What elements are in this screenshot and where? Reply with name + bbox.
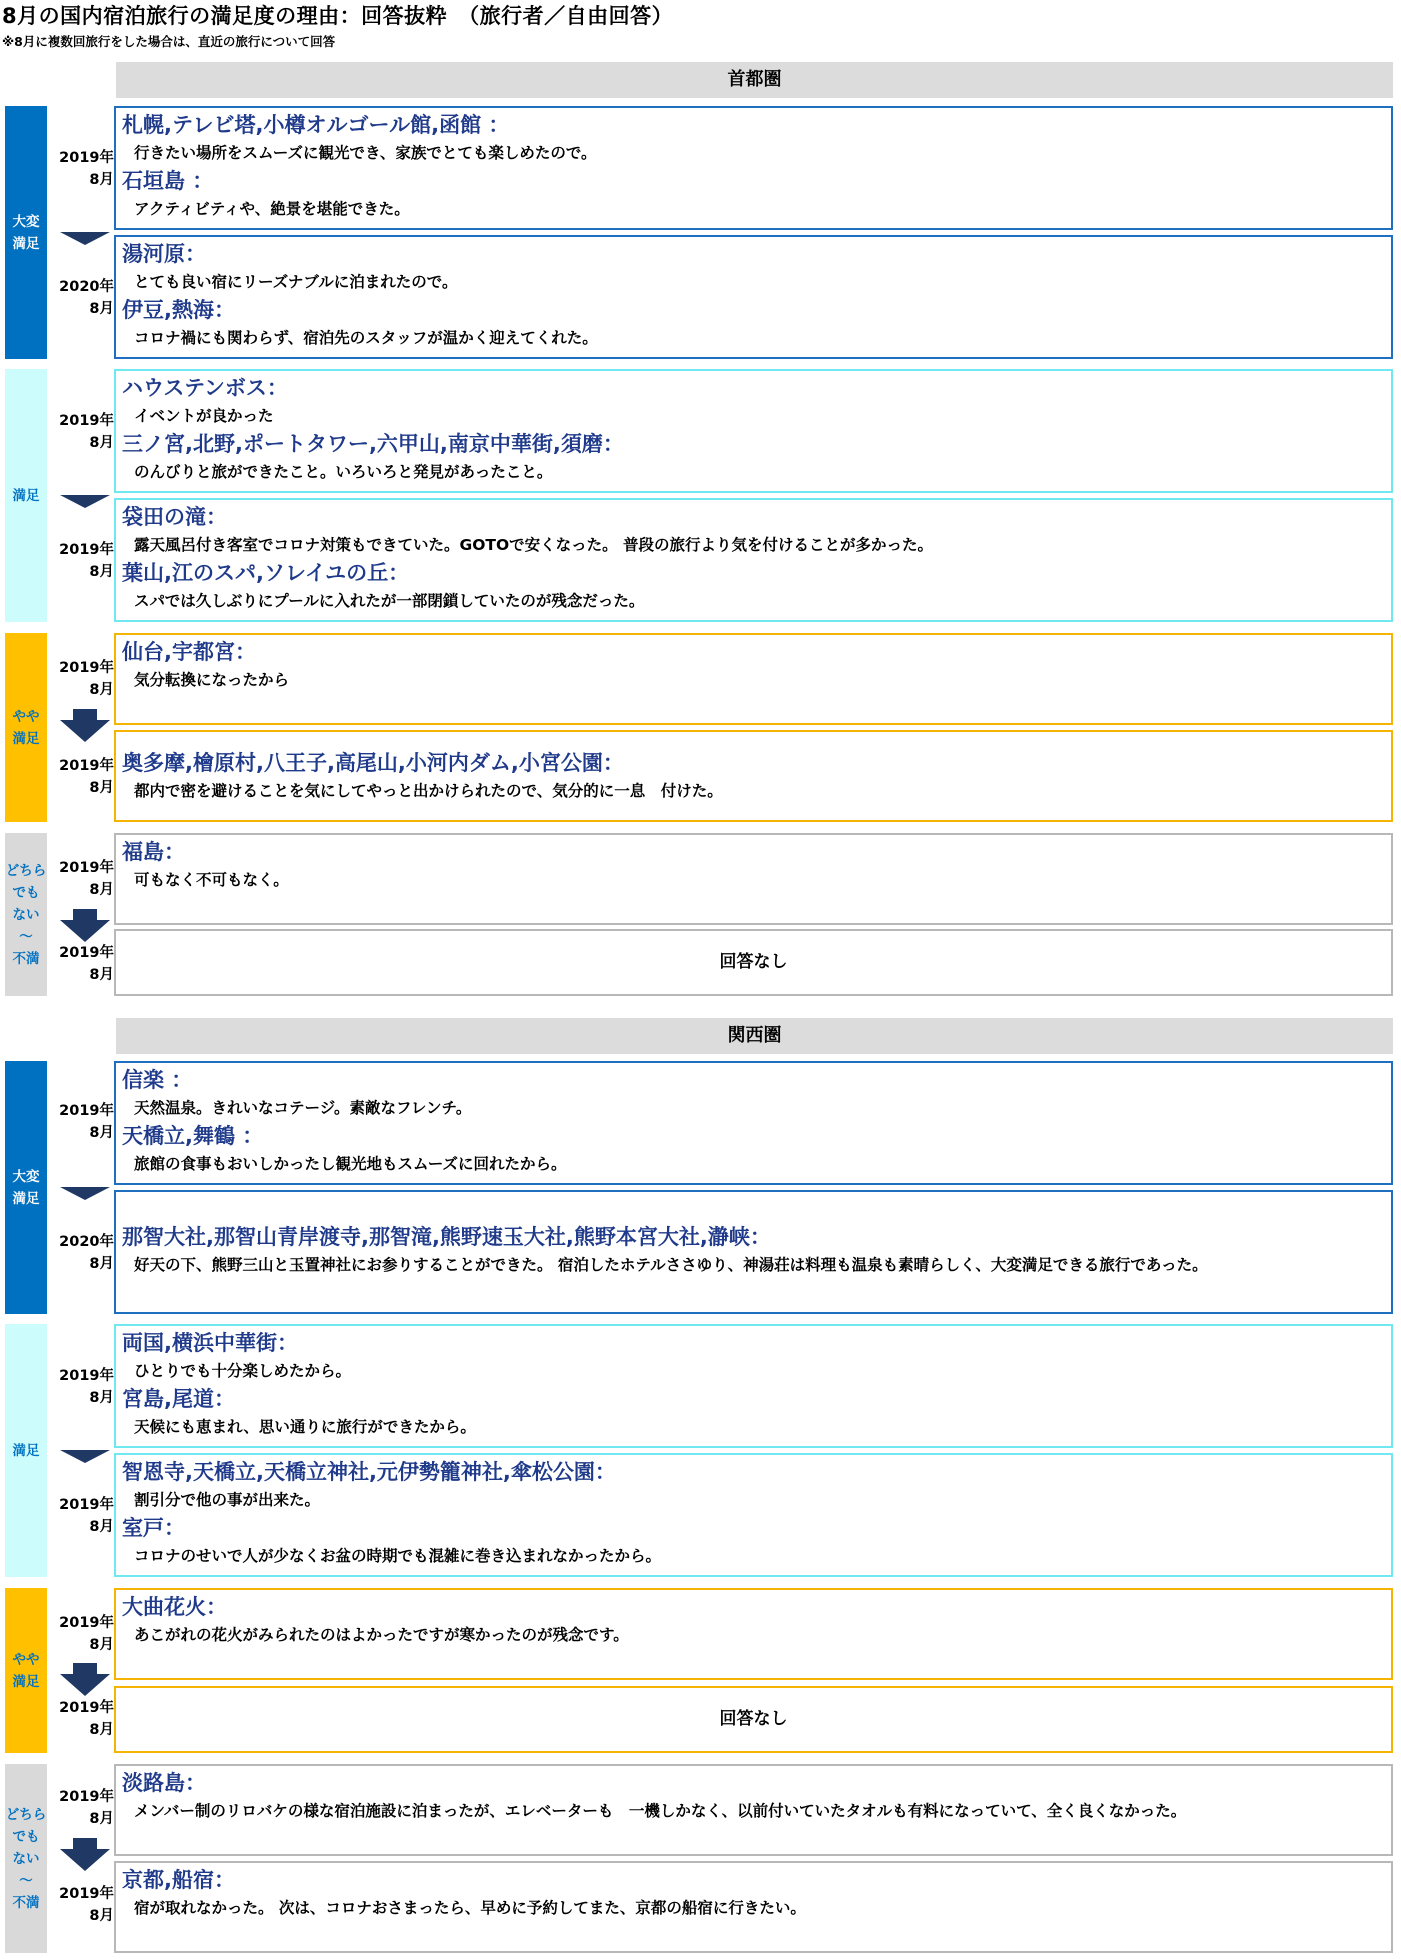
down-arrow-icon bbox=[60, 1187, 110, 1200]
reason-text: メンバー制のリロバケの様な宿泊施設に泊まったが、エレベーターも 一機しかなく、以前付いていたタオルも有料になっていて、全く良くなかった。 bbox=[134, 1802, 1187, 1820]
date-label bbox=[50, 147, 114, 191]
date-year: 2020年 bbox=[59, 279, 114, 295]
level-label-somewhat bbox=[5, 1588, 47, 1753]
place-names: 袋田の滝： bbox=[122, 505, 227, 529]
place-names: 大曲花火： bbox=[122, 1595, 227, 1619]
level-label-neutral-line5: 不満 bbox=[12, 1894, 40, 1911]
date-label bbox=[50, 1494, 114, 1538]
place-names: 葉山,江のスパ,ソレイユの丘： bbox=[122, 561, 410, 585]
level-label-great bbox=[5, 106, 47, 359]
date-label bbox=[50, 1231, 114, 1275]
level-label-satisfied: 満足 bbox=[5, 369, 47, 622]
response-box bbox=[114, 929, 1393, 996]
reason-text: スパでは久しぶりにプールに入れたが一部閉鎖していたのが残念だった。 bbox=[134, 592, 645, 610]
response-box bbox=[114, 1588, 1393, 1680]
reason-text: 気分転換になったから bbox=[134, 671, 290, 689]
date-year: 2019年 bbox=[59, 1103, 114, 1119]
date-year: 2019年 bbox=[59, 660, 114, 676]
date-month: 8月 bbox=[89, 1811, 114, 1827]
date-label bbox=[50, 755, 114, 799]
date-month: 8月 bbox=[89, 1125, 114, 1141]
no-answer-text: 回答なし bbox=[719, 1709, 788, 1729]
date-month: 8月 bbox=[89, 967, 114, 983]
place-names: 奥多摩,檜原村,八王子,高尾山,小河内ダム,小宮公園： bbox=[122, 751, 624, 775]
response-box bbox=[114, 1061, 1393, 1185]
date-month: 8月 bbox=[89, 1519, 114, 1535]
reason-text: 行きたい場所をスムーズに観光でき、家族でとても楽しめたので。 bbox=[134, 144, 597, 162]
response-box bbox=[114, 633, 1393, 725]
response-box bbox=[114, 1190, 1393, 1314]
place-names: 那智大社,那智山青岸渡寺,那智滝,熊野速玉大社,熊野本宮大社,瀞峡： bbox=[122, 1225, 771, 1249]
date-month: 8月 bbox=[89, 172, 114, 188]
level-label-neutral-line2: でも bbox=[12, 884, 40, 901]
level-label-somewhat-line1: やや bbox=[12, 708, 40, 725]
date-year: 2019年 bbox=[59, 1615, 114, 1631]
region-header-kansai: 関西圏 bbox=[116, 1018, 1393, 1054]
place-names: 天橋立,舞鶴 ： bbox=[122, 1124, 264, 1148]
level-label-great-line2: 満足 bbox=[12, 1190, 40, 1207]
date-label bbox=[50, 1697, 114, 1741]
reason-text: 割引分で他の事が出来た。 bbox=[134, 1491, 321, 1509]
date-month: 8月 bbox=[89, 301, 114, 317]
date-month: 8月 bbox=[89, 435, 114, 451]
place-names: 智恩寺,天橋立,天橋立神社,元伊勢籠神社,傘松公園： bbox=[122, 1460, 616, 1484]
place-names: 室戸： bbox=[122, 1516, 185, 1540]
place-names: 石垣島 ： bbox=[122, 169, 214, 193]
place-names: 仙台,宇都宮： bbox=[122, 640, 256, 664]
down-arrow-icon bbox=[60, 495, 110, 508]
level-label-great-line1: 大変 bbox=[12, 1168, 40, 1185]
place-names: 信楽 ： bbox=[122, 1068, 193, 1092]
date-month: 8月 bbox=[89, 564, 114, 580]
response-box bbox=[114, 1764, 1393, 1856]
reason-text: あこがれの花火がみられたのはよかったですが寒かったのが残念です。 bbox=[134, 1626, 629, 1644]
date-year: 2019年 bbox=[59, 542, 114, 558]
date-month: 8月 bbox=[89, 1256, 114, 1272]
reason-text: アクティビティや、絶景を堪能できた。 bbox=[134, 200, 410, 218]
response-box bbox=[114, 1861, 1393, 1953]
reason-text: ひとりでも十分楽しめたから。 bbox=[134, 1362, 352, 1380]
place-names: 京都,船宿： bbox=[122, 1868, 235, 1892]
level-label-neutral-line5: 不満 bbox=[12, 950, 40, 967]
reason-text: 宿が取れなかった。 次は、コロナおさまったら、早めに予約してまた、京都の船宿に行きたい。 bbox=[134, 1899, 806, 1917]
date-month: 8月 bbox=[89, 882, 114, 898]
level-label-satisfied: 満足 bbox=[5, 1324, 47, 1577]
level-label-neutral-line3: ない bbox=[12, 1850, 40, 1867]
level-label-neutral-line1: どちら bbox=[5, 1806, 47, 1823]
response-box bbox=[114, 369, 1393, 493]
down-arrow-icon bbox=[60, 920, 110, 942]
date-label bbox=[50, 1786, 114, 1830]
response-box bbox=[114, 833, 1393, 925]
date-month: 8月 bbox=[89, 1637, 114, 1653]
place-names: 湯河原： bbox=[122, 242, 206, 266]
response-box bbox=[114, 235, 1393, 359]
reason-text: コロナのせいで人が少なくお盆の時期でも混雑に巻き込まれなかったから。 bbox=[134, 1547, 662, 1565]
down-arrow-icon bbox=[60, 1849, 110, 1871]
response-box bbox=[114, 1686, 1393, 1753]
date-year: 2019年 bbox=[59, 1886, 114, 1902]
reason-text: 好天の下、熊野三山と玉置神社にお参りすることができた。 宿泊したホテルささゆり、神湯荘は料理も温泉も素晴らしく、大変満足できる旅行であった。 bbox=[134, 1256, 1208, 1274]
date-label bbox=[50, 942, 114, 986]
down-arrow-icon bbox=[60, 232, 110, 245]
place-names: 宮島,尾道： bbox=[122, 1387, 235, 1411]
place-names: ハウステンボス： bbox=[122, 376, 288, 400]
date-month: 8月 bbox=[89, 1722, 114, 1738]
no-answer-text: 回答なし bbox=[719, 952, 788, 972]
date-year: 2019年 bbox=[59, 1789, 114, 1805]
level-label-great bbox=[5, 1061, 47, 1314]
page-title: 8月の国内宿泊旅行の満足度の理由：回答抜粋 （旅行者／自由回答） bbox=[2, 4, 674, 28]
date-year: 2019年 bbox=[59, 860, 114, 876]
level-label-neutral-line1: どちら bbox=[5, 862, 47, 879]
level-label-somewhat-line2: 満足 bbox=[12, 730, 40, 747]
response-box bbox=[114, 730, 1393, 822]
date-month: 8月 bbox=[89, 682, 114, 698]
date-label bbox=[50, 276, 114, 320]
date-month: 8月 bbox=[89, 1390, 114, 1406]
down-arrow-icon bbox=[60, 1450, 110, 1463]
date-label bbox=[50, 539, 114, 583]
date-year: 2020年 bbox=[59, 1234, 114, 1250]
level-label-neutral bbox=[5, 833, 47, 996]
level-label-great-line2: 満足 bbox=[12, 235, 40, 252]
date-label bbox=[50, 657, 114, 701]
level-label-neutral-line4: ～ bbox=[19, 1872, 33, 1889]
date-year: 2019年 bbox=[59, 413, 114, 429]
date-label bbox=[50, 410, 114, 454]
level-label-neutral-line2: でも bbox=[12, 1828, 40, 1845]
level-label-great-line1: 大変 bbox=[12, 213, 40, 230]
reason-text: とても良い宿にリーズナブルに泊まれたので。 bbox=[134, 273, 458, 291]
level-label-somewhat-line2: 満足 bbox=[12, 1673, 40, 1690]
down-arrow-icon bbox=[60, 720, 110, 742]
level-label-neutral-line4: ～ bbox=[19, 928, 33, 945]
date-year: 2019年 bbox=[59, 1368, 114, 1384]
place-names: 福島： bbox=[122, 840, 185, 864]
reason-text: 都内で密を避けることを気にしてやっと出かけられたので、気分的に一息 付けた。 bbox=[134, 782, 723, 800]
date-year: 2019年 bbox=[59, 1497, 114, 1513]
region-header-shutoken: 首都圏 bbox=[116, 62, 1393, 98]
level-label-neutral bbox=[5, 1764, 47, 1953]
place-names: 両国,横浜中華街： bbox=[122, 1331, 298, 1355]
date-month: 8月 bbox=[89, 1908, 114, 1924]
date-label bbox=[50, 1365, 114, 1409]
reason-text: 旅館の食事もおいしかったし観光地もスムーズに回れたから。 bbox=[134, 1155, 567, 1173]
level-label-somewhat bbox=[5, 633, 47, 822]
reason-text: イベントが良かった bbox=[134, 407, 274, 425]
reason-text: コロナ禍にも関わらず、宿泊先のスタッフが温かく迎えてくれた。 bbox=[134, 329, 598, 347]
date-label bbox=[50, 1612, 114, 1656]
date-year: 2019年 bbox=[59, 945, 114, 961]
page-note: ※8月に複数回旅行をした場合は、直近の旅行について回答 bbox=[2, 34, 336, 49]
place-names: 淡路島： bbox=[122, 1771, 206, 1795]
level-label-neutral-line3: ない bbox=[12, 906, 40, 923]
reason-text: 天候にも恵まれ、思い通りに旅行ができたから。 bbox=[134, 1418, 476, 1436]
reason-text: 可もなく不可もなく。 bbox=[134, 871, 289, 889]
reason-text: のんびりと旅ができたこと。いろいろと発見があったこと。 bbox=[134, 463, 553, 481]
date-label bbox=[50, 1100, 114, 1144]
response-box bbox=[114, 1453, 1393, 1577]
date-year: 2019年 bbox=[59, 758, 114, 774]
response-box bbox=[114, 106, 1393, 230]
reason-text: 天然温泉。きれいなコテージ。素敵なフレンチ。 bbox=[134, 1099, 472, 1117]
down-arrow-icon bbox=[60, 1674, 110, 1696]
place-names: 伊豆,熱海： bbox=[122, 298, 235, 322]
place-names: 札幌,テレビ塔,小樽オルゴール館,函館 ： bbox=[122, 113, 510, 137]
place-names: 三ノ宮,北野,ポートタワー,六甲山,南京中華街,須磨： bbox=[122, 432, 624, 456]
response-box bbox=[114, 498, 1393, 622]
level-label-somewhat-line1: やや bbox=[12, 1651, 40, 1668]
reason-text: 露天風呂付き客室でコロナ対策もできていた。GOTOで安くなった。 普段の旅行より気を付けることが多かった。 bbox=[134, 536, 934, 554]
date-label bbox=[50, 1883, 114, 1927]
date-label bbox=[50, 857, 114, 901]
date-year: 2019年 bbox=[59, 150, 114, 166]
date-year: 2019年 bbox=[59, 1700, 114, 1716]
response-box bbox=[114, 1324, 1393, 1448]
date-month: 8月 bbox=[89, 780, 114, 796]
